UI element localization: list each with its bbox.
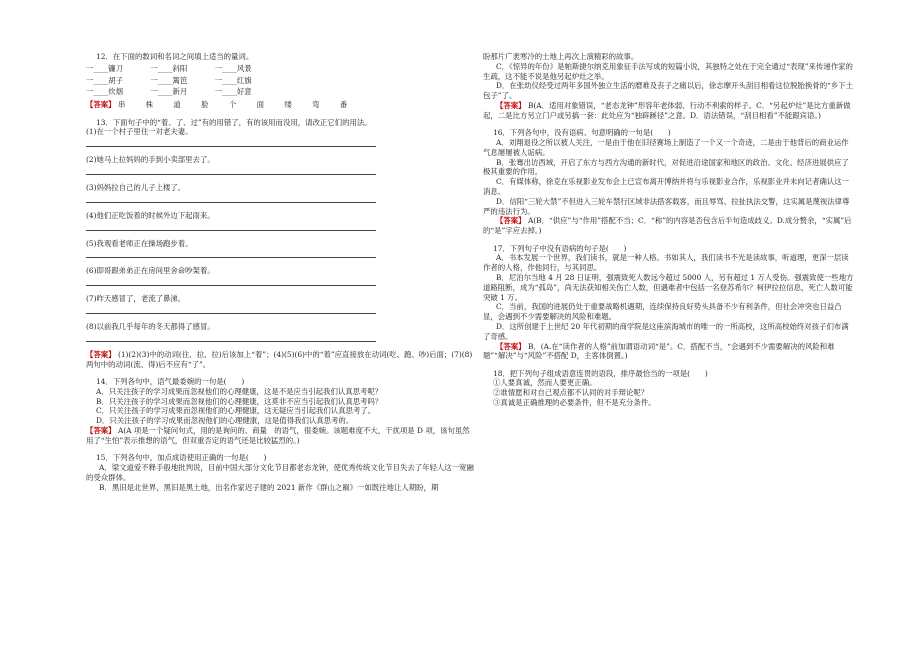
answer-tag: 【答案】 (86, 349, 116, 359)
left-column (86, 52, 474, 500)
q13-item: (7)昨天感冒了，老流了鼻涕。 (86, 294, 186, 304)
answer-tag: 【答案】 (86, 425, 116, 435)
q17-option: C．当前，我国的进展仍处于重要战略机遇期，连续保持良好势头具备不少有利条件，但社会冲突也日益凸显，会遇到不少需要解决的风险和难题。 (483, 302, 842, 322)
q15-option: D．在张幼仪经受过两年多国外独立生活的磨难及丧子之痛以后，徐志摩开头刮目相看这位脱胎换骨的“乡下土包子”了。 (483, 81, 854, 101)
q15 (86, 453, 474, 492)
answer-line (86, 248, 376, 258)
q13-title: 13．下面句子中的“着、了、过”有的用错了，有的该用而没用，请改正它们的用法。 (96, 117, 372, 127)
q15-continued (483, 52, 855, 121)
q16 (483, 128, 855, 236)
q14-answer (86, 426, 474, 446)
q18-title: 18．把下列句子组成语意连贯的语段，排序最恰当的一项是( ) (493, 368, 708, 378)
q12-answer (86, 100, 474, 110)
q17-title: 17．下列句子中没有语病的句子是( ) (493, 243, 627, 253)
q12-row (86, 64, 474, 74)
q14-option: A．只关注孩子的学习成果而忽视他们的心理健康，这是不是应当引起我们认真思考呢？ (96, 386, 383, 396)
answer-line (86, 304, 376, 314)
q15-option: A．梁文道爱不释手般地批判说，目前中国大部分文化节目都老态龙钟，使优秀传统文化节目失去了年轻人这一宽融的受众群体。 (86, 462, 474, 482)
q12-blank: 一____风景 (214, 63, 252, 73)
answer-text: B(A．适用对象错误，“老态龙钟”形容年老体弱、行动不利索的样子。C．“另起炉灶”是比方重新做起，二是比方另立门户或另搞一套：此处应为“独辟蹊径”之意。D．语法错误，“刮目相看”不能跟宾语。) (483, 100, 851, 120)
q12-blank: 一____好意 (214, 87, 252, 97)
q16-title: 16．下列各句中，没有语病、句意明确的一句是( ) (493, 128, 671, 138)
answer-line (86, 165, 376, 175)
q12 (86, 52, 474, 110)
q14-option: D．只关注孩子的学习成果而忽视他们的心理健康，这是值得我们认真思考的。 (96, 416, 354, 426)
q12-title: 12．在下面的数词和名词之间填上适当的量词。 (96, 52, 254, 61)
q16-option: A．刘翔退役之所以被人关注，一是由于他在旧径赛场上制造了一个又一个奇迹，二是由于他背后的商业运作气息屡屡被人诟病。 (483, 137, 849, 157)
q17-option: A．书本发展一个世界，我们读书，就是一种人格。书如其人，我们读书不光是读故事，听道理，更深一层读作者的人格，作他同行，与其同思。 (483, 253, 849, 273)
q15-option: 盼那片广袤寒冷的土地上再次上演精彩的故事。 (483, 52, 639, 61)
q13-item: (5)我观看老师正在操场跑步着。 (86, 238, 193, 248)
answer-tag: 【答案】 (86, 100, 116, 110)
right-column (483, 52, 855, 415)
q18-item: ③真诚是正确推理的必要条件，但不是充分条件。 (493, 398, 656, 408)
q18 (483, 369, 855, 408)
answer-text: B．(A.在“读作者的人格”前加谓语动词“是”。C．搭配不当，“会遇到不少需要解决的风险和难题”“解决”与“风险”不搭配 D，主客体倒置。) (483, 341, 835, 361)
q12-blank: 一____篱笆 (150, 75, 188, 85)
answer-text: (1)(2)(3)中的动词(住、拉、拉)后该加上“着”；(4)(5)(6)中的“着”应直接放在动词(吃、跑、吵)后面；(7)(8)两句中的动词(流、得)后不应有“了”。 (86, 349, 473, 369)
q14 (86, 377, 474, 446)
q18-item: ①人要真诚，然而人要更正确。 (493, 378, 597, 388)
q15-option: C．《惊异的年份》是帕斯捷尔纳克用象征手法写成的短篇小说，其独特之处在于完全通过“表现”来传递作家的生疏，这不能不说是他另起炉灶之举。 (483, 61, 853, 81)
q13-item: (3)妈妈拉自己的儿子上楼了。 (86, 182, 186, 192)
q18-item: ②谁情愿和对自己观点都不认同的对手辩论呢？ (493, 388, 649, 398)
q17 (483, 244, 855, 362)
answer-line (86, 193, 376, 203)
answer-line (86, 137, 376, 147)
answer-tag: 【答案】 (496, 341, 526, 351)
q15-option: B．黑旧是北世界，黑旧是黑土地，出名作家迟子建的 2021 新作《群山之巅》一如既往地让人期盼，期 (99, 482, 439, 492)
q13 (86, 118, 474, 370)
q13-item: (6)即哥跟弟弟正在房间里舍命吵架着。 (86, 266, 215, 276)
q12-blank: 一____胡子 (86, 75, 123, 85)
q12-blank: 一____新月 (150, 87, 188, 97)
q13-item: (2)她马上拉妈妈的手到小卖部里去了。 (86, 155, 215, 165)
q12-blank: 一____红旗 (214, 75, 252, 85)
q13-item: (4)他们正吃饭着的时候外边下起雨来。 (86, 210, 215, 220)
q17-option: D．这所创建于上世纪 20 年代初期的商学院是这座滨海城市的唯一的一所高校，这所高校始终对孩子们布满了奇感。 (483, 321, 849, 341)
q12-blank: 一____斜阳 (150, 63, 188, 73)
answer-line (86, 276, 376, 286)
q13-item: (1)在一个村子里住一对老夫妻。 (86, 127, 193, 137)
answer-line (86, 221, 376, 231)
q13-item: (8)以前我几乎每年的冬天都得了感冒。 (86, 321, 215, 331)
q17-option: B．尼泊尔当地 4 月 28 日证明，强震致死人数远今超过 5000 人，另有超过 1 万人受伤。强震致使一些地方道路阻断，成为“孤岛”，尚无法获知相关伤亡人数，但遇难者中包括一名登苏希尔？柯伊拉拉信息，死亡人数可能突破 1 万。 (483, 272, 854, 302)
q16-answer (483, 216, 855, 236)
answer-line (86, 332, 376, 342)
q13-answer (86, 350, 474, 370)
q17-answer (483, 342, 855, 362)
q14-option: B．只关注孩子的学习成果而忽视他们的心理健康，这莫非不应当引起我们认真思考吗？ (96, 396, 383, 406)
q14-option: C．只关注孩子的学习成果而忽视他们的心理健康，这无疑应当引起我们认真思考了。 (96, 406, 376, 416)
q12-blank: 一____炊烟 (86, 87, 123, 97)
answer-tag: 【答案】 (496, 100, 526, 110)
answer-text: A(A 项是一个疑问句式，用的是询问的、商量 的语气，很委婉。该题难度不大，干扰项是 D 项，该句虽然用了“生怕”表示推想的语气，但双重否定的语气还是比较猛烈的。) (86, 425, 470, 445)
q14-title: 14．下列各句中，语气最委婉的一句是( ) (96, 376, 245, 386)
q15-title: 15．下列各句中，加点成语使用正确的一句是( ) (96, 453, 267, 463)
q12-blank: 一____镰刀 (86, 63, 123, 73)
q16-option: C．有媒体称，徐克在乐视影业发布会上已宣布离开博纳并将与乐视影业合作，乐视影业并未向记者确认这一消息。 (483, 177, 850, 196)
answer-text: 串 株 道 脸 个 面 缕 弯 番 (117, 100, 357, 110)
q15-answer (483, 101, 855, 121)
answer-text: A(B．“供应”与“作用”搭配不当；C．“称”的内容是否包含后半句造成歧义。D.成分赘余，“实属”后的“是”字应去掉。) (483, 216, 852, 236)
q12-row (86, 76, 474, 86)
q12-row (86, 87, 474, 97)
q16-option: D．信阳“三轮大禁”不但进入三轮车禁行区域非法搭客载客，而且辱骂、拉扯执法交警，这实属是蔑视法律尊严的违法行为。 (483, 196, 850, 216)
q16-option: B．张骞出访西域，开启了东方与西方沟通的新时代，对促进沿途国家和地区的政治、文化、经济进展供应了极其重要的作用。 (483, 157, 849, 177)
answer-tag: 【答案】 (496, 216, 526, 226)
